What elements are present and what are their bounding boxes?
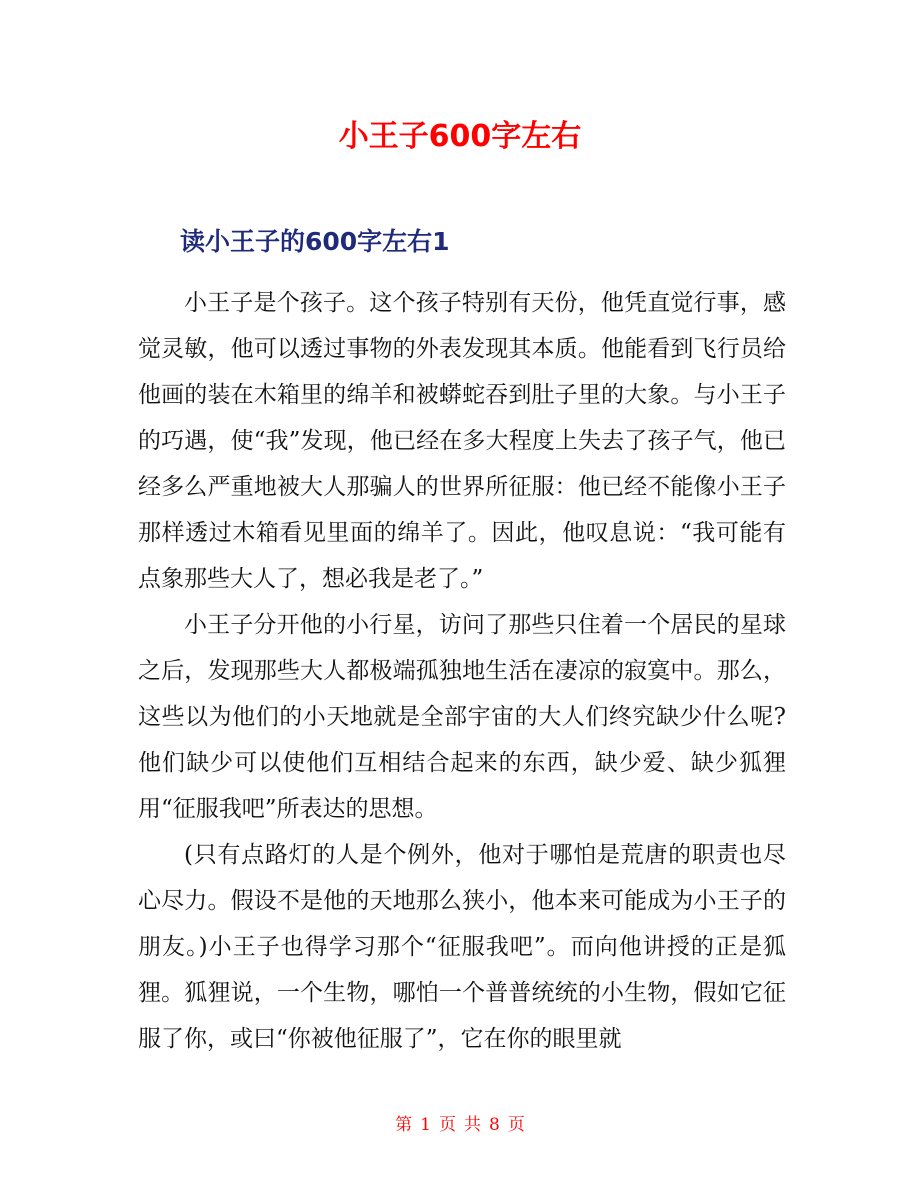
paragraph-2: 小王子分开他的小行星，访问了那些只住着一个居民的星球之后，发现那些大人都极端孤独地生活在凄凉的寂寞中。那么，这些以为他们的小天地就是全部宇宙的大人们终究缺少什么呢?他们缺少可以使他们互相结合起来的东西，缺少爱、缺少狐狸用“征服我吧”所表达的思想。	[138, 612, 786, 822]
page-footer	[0, 1111, 920, 1139]
footer-total-unit: 页	[507, 1115, 525, 1135]
footer-current-page: 1	[420, 1115, 431, 1135]
paragraph-3: (只有点路灯的人是个例外，他对于哪怕是荒唐的职责也尽心尽力。假设不是他的天地那么狭小，他本来可能成为小王子的朋友。)小王子也得学习那个“征服我吧”。而向他讲授的正是狐狸。狐狸说，一个生物，哪怕一个普普统统的小生物，假如它征服了你，或曰“你被他征服了”，它在你的眼里就	[138, 842, 786, 1052]
footer-page-unit: 页	[439, 1115, 456, 1135]
body-text	[138, 280, 786, 1062]
footer-total-pages: 8	[489, 1115, 500, 1135]
paragraph-1: 小王子是个孩子。这个孩子特别有天份，他凭直觉行事，感觉灵敏，他可以透过事物的外表发现其本质。他能看到飞行员给他画的装在木箱里的绵羊和被蟒蛇吞到肚子里的大象。与小王子的巧遇，使“我”发现，他已经在多大程度上失去了孩子气，他已经多么严重地被大人那骗人的世界所征服：他已经不能像小王子那样透过木箱看见里面的绵羊了。因此，他叹息说：“我可能有点象那些大人了，想必我是老了。”	[138, 290, 786, 592]
document-title: 小王子600字左右	[338, 119, 582, 154]
section-heading: 读小王子的600字左右1	[180, 227, 450, 256]
footer-total-prefix: 共	[464, 1115, 481, 1135]
footer-prefix: 第	[395, 1115, 413, 1135]
